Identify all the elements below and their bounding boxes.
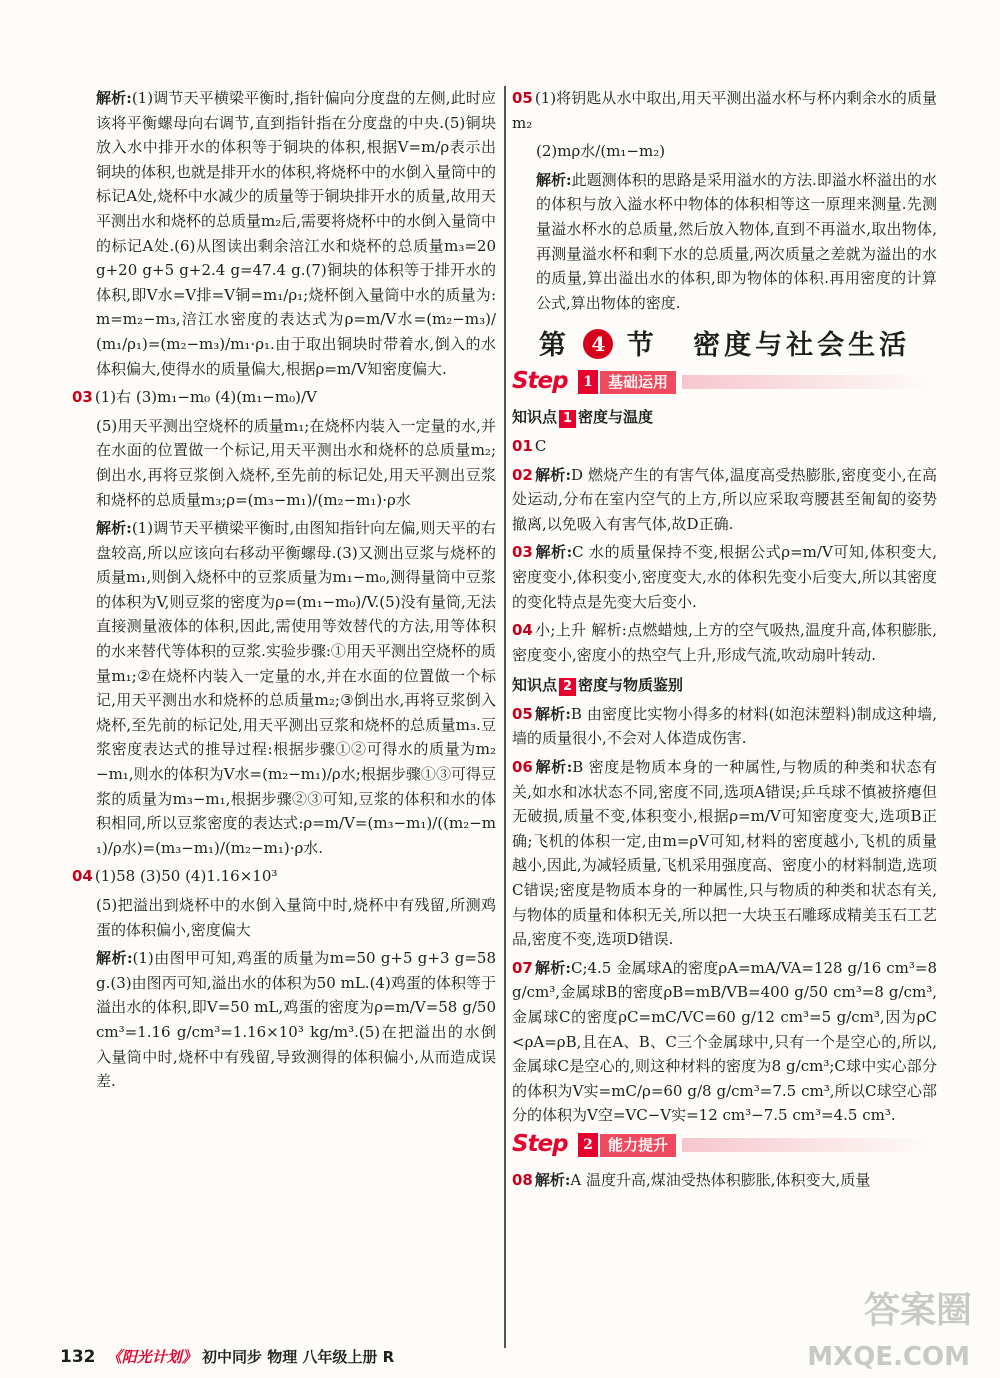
answer-paragraph bbox=[512, 168, 937, 316]
section-heading: 密度与社会生活 bbox=[693, 330, 911, 362]
column-divider bbox=[504, 86, 506, 1348]
question-number: 08 bbox=[512, 1170, 533, 1189]
answer-paragraph bbox=[512, 702, 937, 751]
answer-text: (2)mρ水/(m₁−m₂) bbox=[536, 142, 666, 161]
answer-paragraph bbox=[72, 946, 496, 1094]
section-number: 4 bbox=[583, 329, 613, 359]
answer-text: 此题测体积的思路是采用溢水的方法.即溢水杯溢出的水的体积与放入溢水杯中物体的体积相等这一原理来测量.先测量溢水杯水的总质量,然后放入物体,直到不再溢水,取出物体,再测量溢水杯和剩下水的总质量,两次质量之差就为溢出的水的质量,算出溢出水的体积,即为物体的体积.再用密度的计算公式,算出物体的密度. bbox=[536, 170, 937, 312]
watermark-logo: 答案圈 bbox=[863, 1290, 972, 1331]
knowledge-point-1: 知识点 1 密度与温度 bbox=[512, 408, 654, 427]
step2-answers bbox=[512, 1168, 937, 1193]
question-number: 03 bbox=[512, 543, 533, 562]
page-number: 132 bbox=[60, 1347, 96, 1367]
knowledge-point-2: 知识点 2 密度与物质鉴别 bbox=[512, 676, 684, 695]
answer-paragraph bbox=[512, 139, 937, 164]
left-column bbox=[72, 86, 496, 1098]
question-number: 07 bbox=[512, 958, 533, 977]
question-number: 01 bbox=[512, 436, 533, 455]
step2-banner: Step 2 能力提升 bbox=[512, 1132, 937, 1160]
step1-banner: Step 1 基础运用 bbox=[512, 369, 937, 397]
answer-paragraph bbox=[72, 414, 496, 512]
answer-text: B 密度是物质本身的一种属性,与物质的种类和状态有关,如水和冰状态不同,密度不同,选项A错误;乒乓球不慎被挤瘪但无破损,质量不变,体积变小,根据ρ=m/V可知密度变大,选项B正确;飞机的体积一定,由m=ρV可知,材料的密度越小,飞机的质量越小,因此,为减轻质量,飞机采用强度高、密度小的材料制造,选项C错误;密度是物质本身的一种属性,只与物质的种类和状态有关,与物体的质量和体积无关,所以把一大块玉石雕琢成精美玉石工艺品,密度不变,选项D错误. bbox=[512, 758, 937, 949]
answer-paragraph bbox=[72, 864, 496, 889]
question-number: 04 bbox=[72, 867, 93, 886]
answer-text: (1)调节天平横梁平衡时,由图知指针向左偏,则天平的右盘较高,所以应该向右移动平衡螺母.(3)又测出豆浆与烧杯的质量m₁,则倒入烧杯中的豆浆质量为m₁−m₀,测得量筒中豆浆的体积为V,则豆浆的密度为ρ=(m₁−m₀)/V.(5)没有量筒,无法直接测量液体的体积,因此,需使用等效替代的方法,用等体积的水来替代等体积的豆浆.实验步骤:①用天平测出空烧杯的质量m₁;②在烧杯内装入一定量的水,并在水面的位置做一个标记,用天平测出水和烧杯的总质量m₂;③倒出水,再将豆浆倒入烧杯,至先前的标记处,用天平测出豆浆和烧杯的总质量m₃.豆浆密度表达式的推导过程:根据步骤①②可得水的质量为m₂−m₁,则水的体积为V水=(m₂−m₁)/ρ水;根据步骤①③可得豆浆的质量为m₃−m₁,根据步骤②③可知,豆浆的体积和水的体积相同,所以豆浆密度的表达式:ρ=m/V=(m₃−m₁)/((m₂−m₁)/ρ水)=(m₃−m₁)/(m₂−m₁)·ρ水. bbox=[96, 519, 496, 857]
answer-paragraph bbox=[512, 1168, 937, 1193]
question-number: 02 bbox=[512, 465, 533, 484]
question-number: 04 bbox=[512, 621, 533, 640]
question-number: 05 bbox=[512, 89, 533, 107]
analysis-label: 解析: bbox=[534, 958, 571, 977]
answer-text: (1)调节天平横梁平衡时,指针偏向分度盘的左侧,此时应该将平衡螺母向右调节,直到指针指在分度盘的中央.(5)铜块放入水中排开水的体积等于铜块的体积,根据V=m/ρ表示出铜块的体积,也就是排开水的体积,将烧杯中的水倒入量筒中的标记A处,烧杯中水减少的质量等于铜块排开水的质量,故用天平测出水和烧杯的总质量m₂后,需要将烧杯中的水倒入量筒中的标记A处.(6)从图读出剩余涪江水和烧杯的总质量m₃=20 g+20 g+5 g+2.4 g=47.4 g.(7)铜块的体积等于排开水的体积,即V水=V排=V铜=m₁/ρ₁;烧杯倒入量筒中水的质量为:m=m₂−m₃,涪江水密度的表达式为ρ=m/V水=(m₂−m₃)/(m₁/ρ₁)=(m₂−m₃)/m₁·ρ₁.由于取出铜块时带着水,倒入的水体积偏大,使得水的质量偏大,根据ρ=m/V知密度偏大. bbox=[96, 89, 497, 378]
analysis-label: 解析: bbox=[534, 1170, 571, 1189]
answer-paragraph bbox=[512, 956, 937, 1128]
answer-paragraph bbox=[512, 86, 937, 135]
answer-text: 小;上升 解析:点燃蜡烛,上方的空气吸热,温度升高,体积膨胀,密度变小,密度小的热空气上升,形成气流,吹动扇叶转动. bbox=[512, 621, 937, 664]
answer-paragraph bbox=[512, 434, 937, 459]
answer-text: (1)将钥匙从水中取出,用天平测出溢水杯与杯内剩余水的质量m₂ bbox=[512, 89, 937, 132]
answer-text: C;4.5 金属球A的密度ρA=mA/VA=128 g/16 cm³=8 g/cm³,金属球B的密度ρB=mB/VB=400 g/50 cm³=8 g/cm³,金属球C的密度ρC=mC/VC=60 g/12 cm³=5 g/cm³,因为ρC<ρA=ρB,且在A、B、C三个金属球中,只有一个是空心的,所以,金属球C是空心的,则这种材料的密度为8 g/cm³;C球中实心部分的体积为V实=mC/ρ=60 g/8 g/cm³=7.5 cm³,所以C球空心部分的体积为V空=VC−V实=12 cm³−7.5 cm³=4.5 cm³. bbox=[512, 958, 937, 1125]
answer-text: D 燃烧产生的有害气体,温度高受热膨胀,密度变小,在高处运动,分布在室内空气的上方,所以应采取弯腰甚至匍匐的姿势撤离,以免吸入有害气体,故D正确. bbox=[512, 465, 937, 533]
analysis-label: 解析: bbox=[534, 758, 573, 777]
question-number: 03 bbox=[72, 388, 93, 407]
watermark-url: MXQE.COM bbox=[807, 1342, 970, 1372]
answer-text: (5)用天平测出空烧杯的质量m₁;在烧杯内装入一定量的水,并在水面的位置做一个标记,用天平测出水和烧杯的总质量m₂;倒出水,再将豆浆倒入烧杯,至先前的标记处,用天平测出豆浆和烧杯的总质量m₃;ρ=(m₃−m₁)/(m₂−m₁)·ρ水 bbox=[96, 416, 496, 509]
answer-paragraph bbox=[512, 618, 937, 667]
section-title: 第 4 节 密度与社会生活 bbox=[538, 330, 911, 362]
answer-paragraph bbox=[72, 385, 496, 410]
answer-text: (1)右 (3)m₁−m₀ (4)(m₁−m₀)/V bbox=[94, 388, 317, 407]
analysis-label: 解析: bbox=[534, 704, 571, 723]
analysis-label: 解析: bbox=[536, 170, 572, 189]
analysis-label: 解析: bbox=[96, 519, 132, 538]
answer-paragraph bbox=[512, 755, 937, 952]
answer-text: (1)由图甲可知,鸡蛋的质量为m=50 g+5 g+3 g=58 g.(3)由图丙可知,溢出水的体积为50 mL.(4)鸡蛋的体积等于溢出水的体积,即V=50 mL,鸡蛋的密度为ρ=m/V=58 g/50 cm³=1.16 g/cm³=1.16×10³ kg/m³.(5)在把溢出的水倒入量筒中时,烧杯中有残留,导致测得的体积偏小,从而造成误差. bbox=[96, 949, 496, 1091]
answer-paragraph bbox=[72, 86, 496, 381]
answer-text: A 温度升高,煤油受热体积膨胀,体积变大,质量 bbox=[570, 1170, 871, 1189]
analysis-label: 解析: bbox=[534, 543, 573, 562]
analysis-label: 解析: bbox=[96, 949, 133, 968]
answer-text: C 水的质量保持不变,根据公式ρ=m/V可知,体积变大,密度变小,体积变小,密度变大,水的体积先变小后变大,所以其密度的变化特点是先变大后变小. bbox=[512, 543, 937, 611]
page-footer bbox=[60, 1346, 394, 1367]
answer-text: (1)58 (3)50 (4)1.16×10³ bbox=[94, 867, 278, 886]
kp1-answers bbox=[512, 434, 937, 667]
answer-paragraph bbox=[512, 463, 937, 537]
answer-text: C bbox=[534, 436, 547, 455]
brand-name: 《阳光计划》 bbox=[106, 1348, 197, 1366]
answer-paragraph bbox=[72, 516, 496, 860]
kp2-answers bbox=[512, 702, 937, 1128]
answer-paragraph bbox=[72, 893, 496, 942]
right-top-answers bbox=[512, 86, 937, 315]
series-name: 初中同步 物理 八年级上册 R bbox=[201, 1348, 395, 1366]
answer-paragraph bbox=[512, 540, 937, 614]
analysis-label: 解析: bbox=[96, 89, 132, 107]
right-column bbox=[512, 86, 937, 1197]
answer-text: B 由密度比实物小得多的材料(如泡沫塑料)制成这种墙,墙的质量很小,不会对人体造成伤害. bbox=[512, 704, 937, 748]
analysis-label: 解析: bbox=[534, 465, 571, 484]
answer-text: (5)把溢出到烧杯中的水倒入量筒中时,烧杯中有残留,所测鸡蛋的体积偏小,密度偏大 bbox=[96, 896, 496, 939]
question-number: 06 bbox=[512, 758, 533, 777]
question-number: 05 bbox=[512, 704, 533, 723]
